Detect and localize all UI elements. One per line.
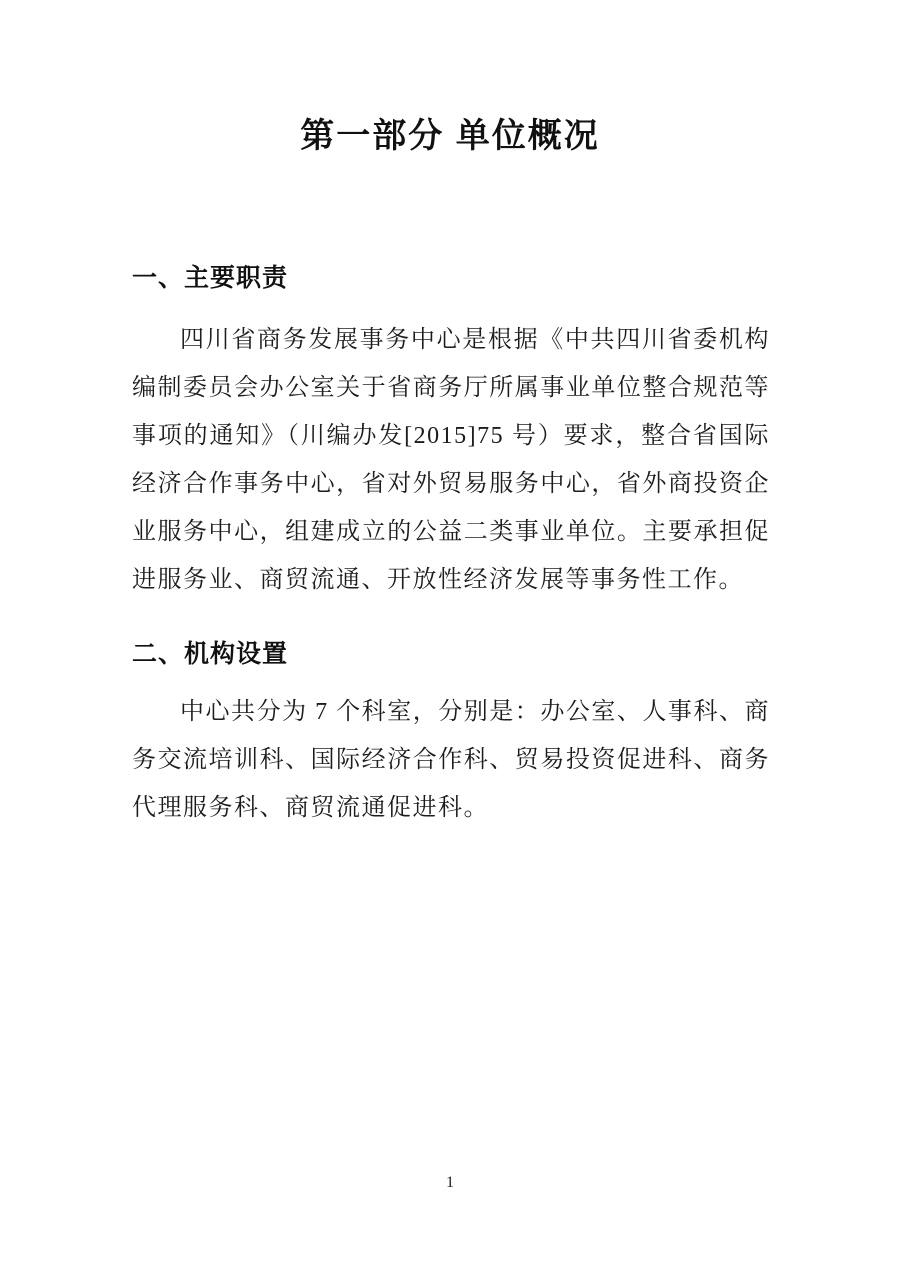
paragraph-main-duties: 四川省商务发展事务中心是根据《中共四川省委机构编制委员会办公室关于省商务厅所属事业单位整合规范等事项的通知》（川编办发[2015]75 号）要求，整合省国际经济合作事务中心，省对外贸易服务中心，省外商投资企业服务中心，组建成立的公益二类事业单位。主要承担促进服务业、商贸流通、开放性经济发展等事务性工作。 — [132, 327, 770, 593]
document-title: 第一部分 单位概况 — [300, 117, 600, 155]
section-heading-org-structure: 二、机构设置 — [132, 640, 289, 668]
section-heading-main-duties: 一、主要职责 — [132, 264, 289, 292]
page-number: 1 — [446, 1174, 454, 1191]
paragraph-org-structure: 中心共分为 7 个科室，分别是：办公室、人事科、商务交流培训科、国际经济合作科、贸易投资促进科、商务代理服务科、商贸流通促进科。 — [132, 699, 770, 821]
